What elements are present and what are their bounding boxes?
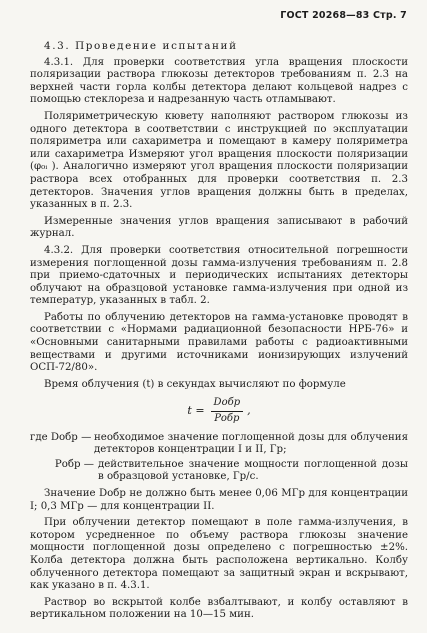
paragraph: Значение Dобр не должно быть менее 0,06 МГр для концентрации I; 0,3 МГр — для концентрации II. — [30, 488, 408, 512]
formula-numerator: Dобр — [211, 397, 244, 412]
paragraph: Время облучения (t) в секундах вычисляют по формуле — [44, 378, 346, 390]
paragraph: Раствор во вскрытой колбе взбалтывают, и колбу оставляют в вертикальном положении на 10—15 мин. — [30, 596, 408, 621]
paragraph: Поляриметрическую кювету наполняют раствором глюкозы из одного детектора в соответствии с инструкцией по эксплуатации поляриметра или сахариметра и помещают в камеру поляриметра или сахариметра Измеряют угол вращения плоскости поляризации (φ₀ᵢ ). Аналогично измеряют угол вращения плоскости поляризации раствора всех отобранных для проверки соответствия п. 2.3 детекторов. Значения углов вращения должны быть в пределах, указанных в п. 2.3. — [30, 110, 408, 211]
formula-denominator: Pобр — [214, 413, 240, 425]
paragraph: При облучении детектор помещают в поле гамма-излучения, в котором усредненное по объему раствора глюкозы значение мощности поглощенной дозы определено с погрешностью ±2%. Колба детектора должна быть расположена вертикально. Колбу облученного детектора помещают за защитный экран и вскрывают, как указано в п. 4.3.1. — [30, 517, 408, 592]
definition-text: действительное значение мощности поглощенной дозы в образцовой установке, Гр/с. — [98, 458, 408, 483]
definition-term: где Dобр — — [30, 431, 92, 443]
page-header: ГОСТ 20268—83 Стр. 7 — [280, 10, 407, 21]
paragraph: 4.3.2. Для проверки соответствия относительной погрешности измерения поглощенной дозы гамма-излучения требованиям п. 2.8 при приемо-сдаточных и периодических испытаниях детекторы облучают на образцовой установке гамма-излучения при одной из температур, указанных в табл. 2. — [30, 244, 408, 307]
definition-term: Pобр — — [54, 458, 94, 470]
definition-row — [30, 459, 408, 484]
definitions — [30, 432, 408, 484]
definition-text: необходимое значение поглощенной дозы для облучения детекторов концентрации I и II, Гр; — [94, 431, 408, 456]
formula — [30, 397, 408, 425]
formula-fraction — [211, 397, 244, 425]
formula-lhs: t = — [187, 404, 205, 418]
paragraph: 4.3.1. Для проверки соответствия угла вращения плоскости поляризации раствора глюкозы детекторов требованиям п. 2.3 на верхней части горла колбы детектора делают кольцевой надрез с помощью стеклореза и надрезанную часть отламывают. — [30, 56, 408, 106]
paragraph: Работы по облучению детекторов на гамма-установке проводят в соответствии с «Нормами радиационной безопасности НРБ-76» и «Основными санитарными правилами работы с радиоактивными веществами и другими источниками ионизирующих излучений ОСП-72/80». — [30, 311, 408, 374]
formula-tail: , — [247, 404, 251, 418]
paragraph: Измеренные значения углов вращения записывают в рабочий журнал. — [30, 215, 408, 240]
document-body — [30, 40, 408, 626]
section-title: 4.3. Проведение испытаний — [44, 40, 238, 52]
definition-row — [30, 432, 408, 457]
